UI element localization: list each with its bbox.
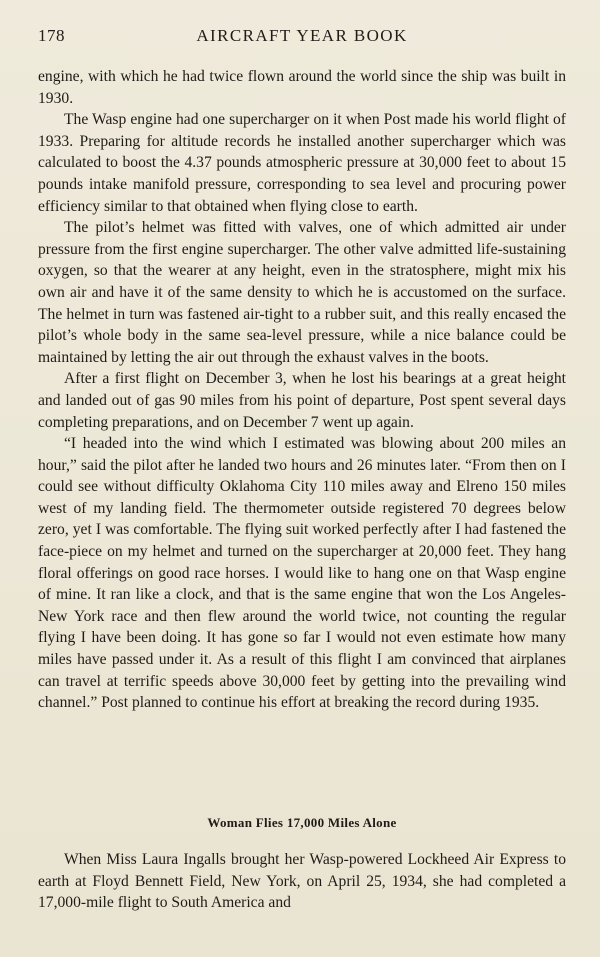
- paragraph-supercharger: The Wasp engine had one supercharger on it when Post made his world flight of 1933. Preparing for altitude records he installed another supercharger which was calculated to boost the 4.37 pounds atmospheric pressure at 30,000 feet to about 15 pounds intake manifold pressure, corresponding to sea level and procuring power efficiency similar to that obtained when flying close to earth.: [38, 111, 566, 215]
- section-woman-flies: [38, 815, 566, 914]
- paragraph-pilot-quote: “I headed into the wind which I estimated was blowing about 200 miles an hour,” said the pilot after he landed two hours and 26 minutes later. “From then on I could see without difficulty Oklahoma City 110 miles away and Elreno 150 miles west of my landing field. The thermometer outside registered 70 degrees below zero, yet I was comfortable. The flying suit worked perfectly after I had fastened the face-piece on my helmet and turned on the supercharger at 20,000 feet. They hang floral offerings on good race horses. I would like to hang one on that Wasp engine of mine. It ran like a clock, and that is the same engine that won the Los Angeles-New York race and then flew around the world twice, not counting the regular flying I have been doing. It has gone so far I would not even estimate how many miles have passed under it. As a result of this flight I am convinced that airplanes can travel at terrific speeds above 30,000 feet by getting into the prevailing wind channel.” Post planned to continue his effort at breaking the record during 1935.: [38, 435, 566, 712]
- page-number: 178: [38, 26, 65, 45]
- body-text: [38, 66, 566, 714]
- paragraph-ingalls: When Miss Laura Ingalls brought her Wasp-powered Lockheed Air Express to earth at Floyd Bennett Field, New York, on April 25, 1934, she had completed a 17,000-mile flight to South America and: [38, 851, 566, 912]
- running-head: [38, 26, 566, 52]
- paragraph-first-flight: After a first flight on December 3, when he lost his bearings at a great height and landed out of gas 90 miles from his point of departure, Post spent several days completing preparations, and on December 7 went up again.: [38, 370, 566, 431]
- running-title: AIRCRAFT YEAR BOOK: [196, 26, 408, 45]
- section-heading: Woman Flies 17,000 Miles Alone: [207, 815, 397, 830]
- paragraph-continuation: engine, with which he had twice flown around the world since the ship was built in 1930.: [38, 68, 566, 107]
- paragraph-helmet: The pilot’s helmet was fitted with valves, one of which admitted air under pressure from the first engine supercharger. The other valve admitted life-sustaining oxygen, so that the wearer at any height, even in the stratosphere, might mix his own air and have it of the same density to which he is accustomed on the surface. The helmet in turn was fastened air-tight to a rubber suit, and this really encased the pilot’s whole body in the same sea-level pressure, while a nice balance could be maintained by letting the air out through the exhaust valves in the boots.: [38, 219, 566, 366]
